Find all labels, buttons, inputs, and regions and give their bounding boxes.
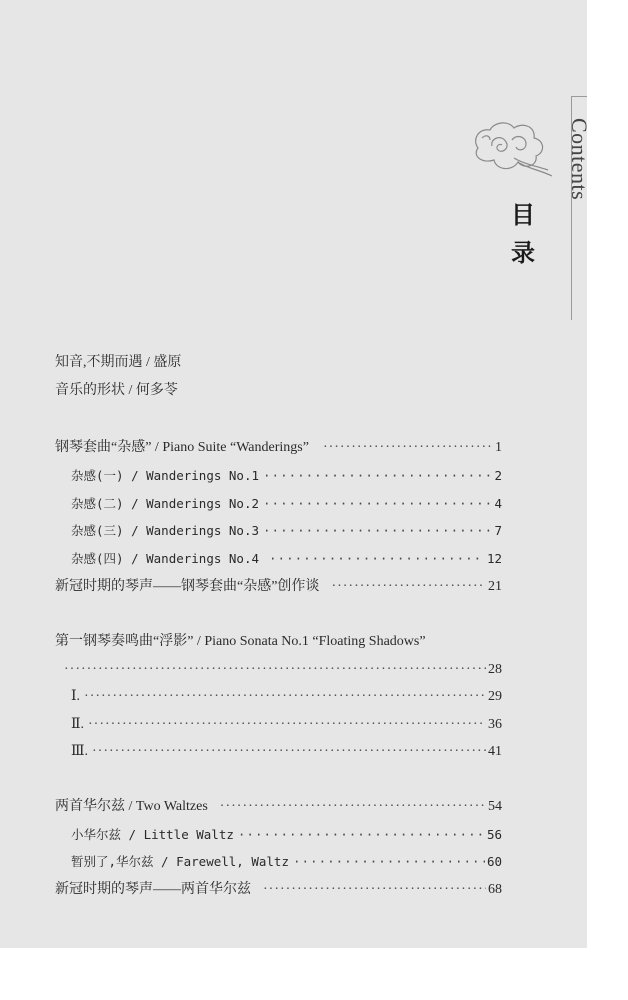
toc-entry-title: 钢琴套曲“杂感” / Piano Suite “Wanderings” — [55, 440, 309, 455]
toc-item-sonata-2[interactable] — [71, 714, 502, 736]
toc-page-number: 21 — [488, 579, 502, 594]
toc-page-number: 12 — [486, 551, 502, 566]
toc-leader-dots — [263, 879, 486, 901]
toc-section-waltzes[interactable] — [55, 796, 502, 818]
toc-leader-dots — [84, 686, 486, 708]
toc-entry-title: 杂感(三) / Wanderings No.3 — [71, 523, 260, 538]
toc-page-number: 28 — [488, 662, 502, 677]
toc-page-number: 1 — [495, 440, 502, 455]
toc-entry-title: 暂别了,华尔兹 / Farewell, Waltz — [71, 854, 289, 869]
toc-entry-title: Ⅰ. — [71, 689, 81, 704]
toc-entry-title: 小华尔兹 / Little Waltz — [71, 827, 234, 842]
toc-entry-title: 音乐的形状 / 何多苓 — [55, 383, 178, 398]
toc-page-number: 4 — [494, 496, 502, 511]
toc-item-wanderings-3[interactable] — [71, 520, 502, 542]
toc-item-wanderings-2[interactable] — [71, 493, 502, 515]
toc-leader-dots — [263, 465, 492, 487]
toc-leader-dots — [64, 659, 486, 681]
toc-entry-title: 新冠时期的琴声——钢琴套曲“杂感”创作谈 — [55, 579, 320, 594]
toc-section-wanderings[interactable] — [55, 437, 502, 459]
toc-leader-dots — [238, 824, 485, 846]
toc-preface-2[interactable] — [55, 380, 178, 402]
toc-preface-1[interactable] — [55, 352, 181, 374]
toc-entry-title: Ⅱ. — [71, 717, 85, 732]
toc-entry-title: 第一钢琴奏鸣曲“浮影” / Piano Sonata No.1 “Floating Shadows” — [55, 634, 426, 649]
toc-leader-dots — [92, 741, 486, 763]
toc-leader-dots — [323, 437, 493, 459]
toc-leader-dots — [88, 714, 486, 736]
contents-heading: Contents — [567, 118, 592, 201]
toc-entry-title: 两首华尔兹 / Two Waltzes — [55, 799, 208, 814]
toc-page-number: 29 — [488, 689, 502, 704]
toc-section-sonata-page-line[interactable] — [64, 659, 502, 681]
toc-note-waltzes[interactable] — [55, 879, 502, 901]
toc-page-number: 7 — [494, 523, 502, 538]
toc-item-waltz-2[interactable] — [71, 851, 502, 873]
toc-item-wanderings-1[interactable] — [71, 465, 502, 487]
toc-page-number: 36 — [488, 717, 502, 732]
toc-entry-title: 杂感(一) / Wanderings No.1 — [71, 468, 260, 483]
toc-leader-dots — [263, 493, 492, 515]
toc-entry-title: 知音,不期而遇 / 盛原 — [55, 355, 182, 370]
toc-page-number: 60 — [486, 854, 502, 869]
toc-item-wanderings-4[interactable] — [71, 548, 502, 570]
toc-title-char-1: 目 — [511, 200, 535, 229]
toc-entry-title: 杂感(四) / Wanderings No.4 — [71, 551, 260, 566]
toc-leader-dots — [263, 520, 492, 542]
toc-page-number: 56 — [486, 827, 502, 842]
toc-page-number: 2 — [494, 468, 502, 483]
toc-entry-title: 杂感(二) / Wanderings No.2 — [71, 496, 260, 511]
toc-title-char-2: 录 — [511, 238, 535, 267]
toc-leader-dots — [331, 576, 486, 598]
toc-item-sonata-1[interactable] — [71, 686, 502, 708]
toc-entry-title: 新冠时期的琴声——两首华尔兹 — [55, 882, 251, 897]
toc-note-wanderings[interactable] — [55, 576, 502, 598]
toc-page-number: 41 — [488, 744, 502, 759]
toc-leader-dots — [293, 851, 485, 873]
toc-item-waltz-1[interactable] — [71, 824, 502, 846]
toc-leader-dots — [269, 548, 485, 570]
toc-leader-dots — [220, 796, 486, 818]
toc-page-number: 68 — [488, 882, 502, 897]
toc-entry-title: Ⅲ. — [71, 744, 89, 759]
toc-item-sonata-3[interactable] — [71, 741, 502, 763]
toc-section-sonata[interactable] — [55, 631, 426, 653]
toc-page-number: 54 — [488, 799, 502, 814]
